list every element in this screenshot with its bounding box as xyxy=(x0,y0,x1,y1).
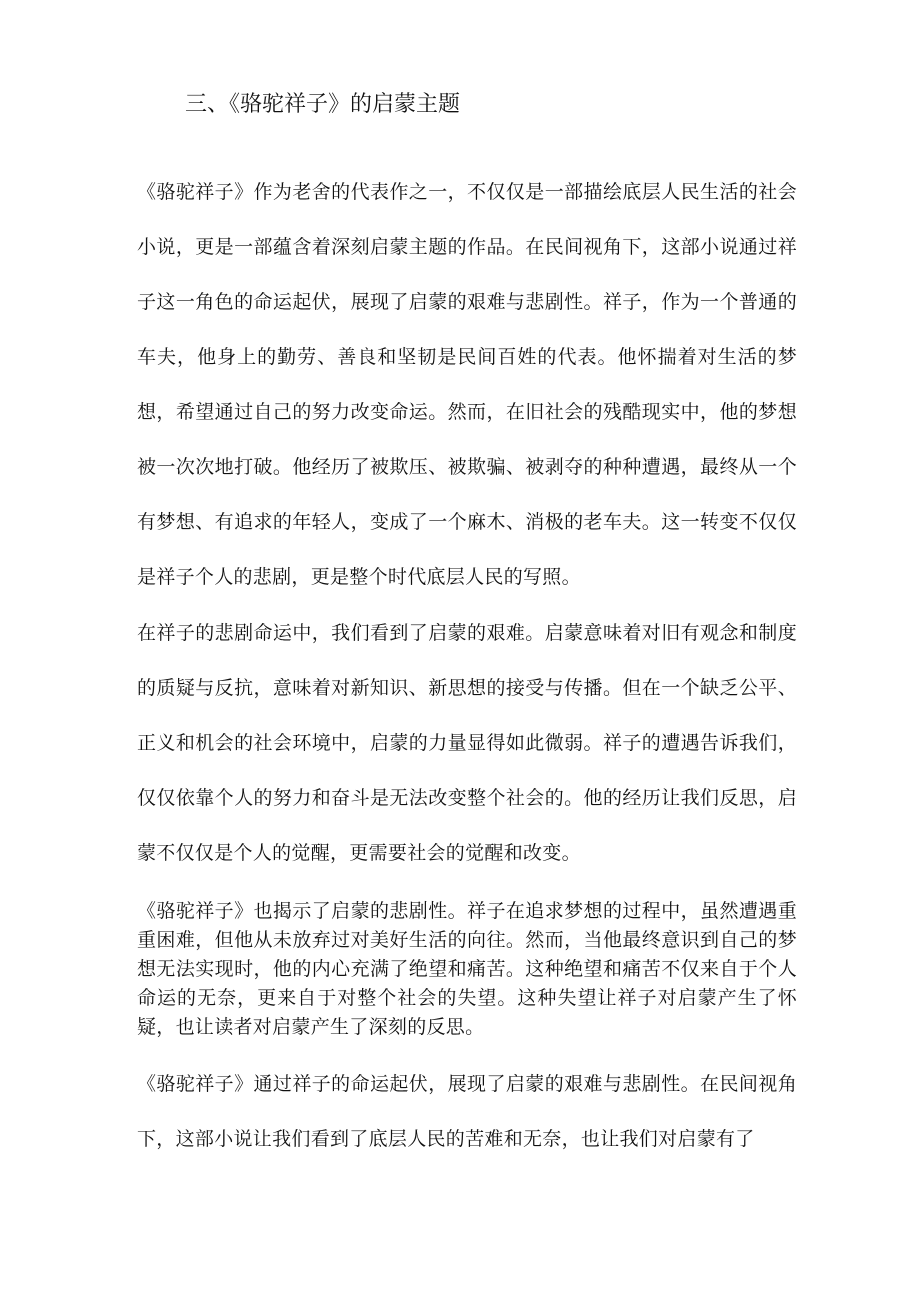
paragraph-4: 《骆驼祥子》通过祥子的命运起伏，展现了启蒙的艰难与悲剧性。在民间视角下，这部小说让我们看到了底层人民的苦难和无奈，也让我们对启蒙有了 xyxy=(137,1073,797,1150)
section-heading: 三、《骆驼祥子》的启蒙主题 xyxy=(185,92,461,117)
paragraph-3: 《骆驼祥子》也揭示了启蒙的悲剧性。祥子在追求梦想的过程中，虽然遭遇重重困难，但他从未放弃过对美好生活的向往。然而，当他最终意识到自己的梦想无法实现时，他的内心充满了绝望和痛苦。这种绝望和痛苦不仅来自于个人命运的无奈，更来自于对整个社会的失望。这种失望让祥子对启蒙产生了怀疑，也让读者对启蒙产生了深刻的反思。 xyxy=(137,900,797,1038)
paragraph-2: 在祥子的悲剧命运中，我们看到了启蒙的艰难。启蒙意味着对旧有观念和制度的质疑与反抗，意味着对新知识、新思想的接受与传播。但在一个缺乏公平、正义和机会的社会环境中，启蒙的力量显得如此微弱。祥子的遭遇告诉我们，仅仅依靠个人的努力和奋斗是无法改变整个社会的。他的经历让我们反思，启蒙不仅仅是个人的觉醒，更需要社会的觉醒和改变。 xyxy=(137,622,797,864)
paragraph-1: 《骆驼祥子》作为老舍的代表作之一，不仅仅是一部描绘底层人民生活的社会小说，更是一部蕴含着深刻启蒙主题的作品。在民间视角下，这部小说通过祥子这一角色的命运起伏，展现了启蒙的艰难与悲剧性。祥子，作为一个普通的车夫，他身上的勤劳、善良和坚韧是民间百姓的代表。他怀揣着对生活的梦想，希望通过自己的努力改变命运。然而，在旧社会的残酷现实中，他的梦想被一次次地打破。他经历了被欺压、被欺骗、被剥夺的种种遭遇，最终从一个有梦想、有追求的年轻人，变成了一个麻木、消极的老车夫。这一转变不仅仅是祥子个人的悲剧，更是整个时代底层人民的写照。 xyxy=(137,181,797,588)
